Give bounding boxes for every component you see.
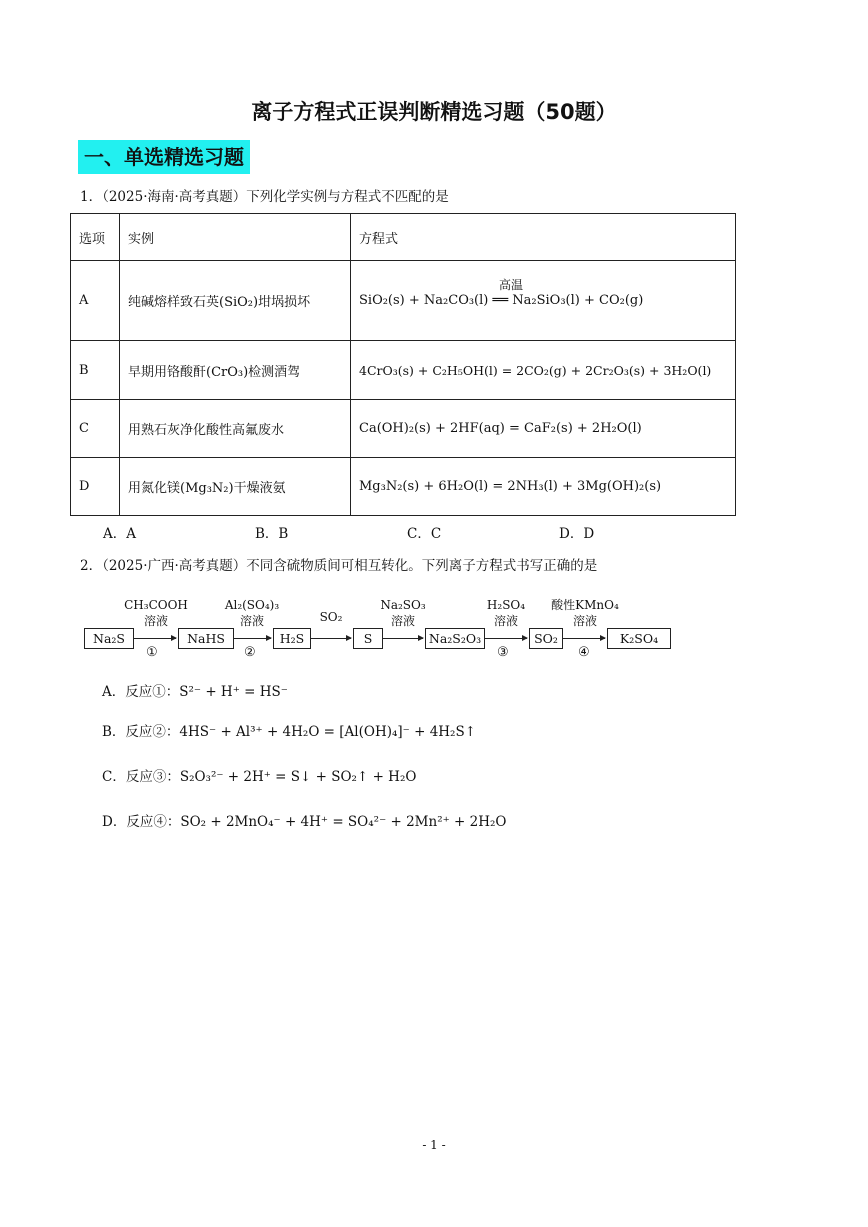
table-header-row [71,214,736,261]
label-kmno4: 酸性KMnO₄ [551,598,619,612]
arrow-3 [311,638,351,639]
row-option: C [71,400,120,458]
question-2-stem: 2．（2025·广西·高考真题）不同含硫物质间可相互转化。下列离子方程式书写正确的是 [80,558,598,574]
row-equation: 4CrO₃(s) + C₂H₅OH(l) = 2CO₂(g) + 2Cr₂O₃(s) + 3H₂O(l) [351,341,736,400]
row-example: 用氮化镁(Mg₃N₂)干燥液氨 [120,458,351,516]
option-a[interactable]: A．A [103,526,136,542]
step-3: ③ [497,645,509,660]
header-option: 选项 [71,214,120,261]
equation-text: SiO₂(s) + Na₂CO₃(l) ══ Na₂SiO₃(l) + CO₂(g) [359,293,644,308]
step-2: ② [244,645,256,660]
page-title: 离子方程式正误判断精选习题（50题） [251,100,617,124]
label-solution: 溶液 [493,614,518,628]
step-4: ④ [578,645,590,660]
box-na2s: Na₂S [84,628,134,649]
step-1: ① [146,645,158,660]
header-equation: 方程式 [351,214,736,261]
arrow-2 [234,638,271,639]
row-equation: Ca(OH)₂(s) + 2HF(aq) = CaF₂(s) + 2H₂O(l) [351,400,736,458]
question-1-table [70,213,736,516]
row-option: B [71,341,120,400]
answer-b[interactable]: B．反应②：4HS⁻ + Al³⁺ + 4H₂O = [Al(OH)₄]⁻ + 4H₂S↑ [102,724,477,740]
question-1-stem: 1．（2025·海南·高考真题）下列化学实例与方程式不匹配的是 [80,189,449,205]
answer-c[interactable]: C．反应③：S₂O₃²⁻ + 2H⁺ = S↓ + SO₂↑ + H₂O [102,769,417,785]
section-heading: 一、单选精选习题 [78,140,250,174]
answer-d[interactable]: D．反应④：SO₂ + 2MnO₄⁻ + 4H⁺ = SO₄²⁻ + 2Mn²⁺ + 2H₂O [102,814,507,830]
option-d[interactable]: D．D [559,526,595,542]
arrow-1 [134,638,176,639]
box-s: S [353,628,383,649]
box-h2s: H₂S [273,628,311,649]
option-b[interactable]: B．B [255,526,289,542]
label-solution: 溶液 [572,614,597,628]
box-so2: SO₂ [529,628,563,649]
option-c[interactable]: C．C [407,526,442,542]
arrow-6 [563,638,605,639]
header-example: 实例 [120,214,351,261]
row-equation [351,261,736,341]
sulfur-conversion-diagram [84,592,684,662]
label-ch3cooh: CH₃COOH [124,598,188,612]
table-row [71,261,736,341]
label-solution: 溶液 [390,614,415,628]
label-al2so43: Al₂(SO₄)₃ [224,598,280,612]
arrow-5 [485,638,527,639]
row-example: 用熟石灰净化酸性高氟废水 [120,400,351,458]
row-equation: Mg₃N₂(s) + 6H₂O(l) = 2NH₃(l) + 3Mg(OH)₂(s) [351,458,736,516]
page-number: - 1 - [422,1138,446,1152]
row-example: 纯碱熔样致石英(SiO₂)坩埚损坏 [120,261,351,341]
label-solution: 溶液 [143,614,168,628]
box-na2s2o3: Na₂S₂O₃ [425,628,485,649]
table-row [71,341,736,400]
table-row [71,400,736,458]
label-na2so3: Na₂SO₃ [380,598,426,612]
label-so2: SO₂ [319,610,343,624]
label-solution: 溶液 [239,614,264,628]
row-option: A [71,261,120,341]
row-option: D [71,458,120,516]
answer-a[interactable]: A．反应①：S²⁻ + H⁺ = HS⁻ [102,684,288,700]
arrow-4 [383,638,423,639]
label-h2so4: H₂SO₄ [486,598,526,612]
table-row [71,458,736,516]
box-nahs: NaHS [178,628,234,649]
box-k2so4: K₂SO₄ [607,628,671,649]
reaction-condition: 高温 [499,278,524,292]
question-1-options [103,522,711,542]
row-example: 早期用铬酸酐(CrO₃)检测酒驾 [120,341,351,400]
